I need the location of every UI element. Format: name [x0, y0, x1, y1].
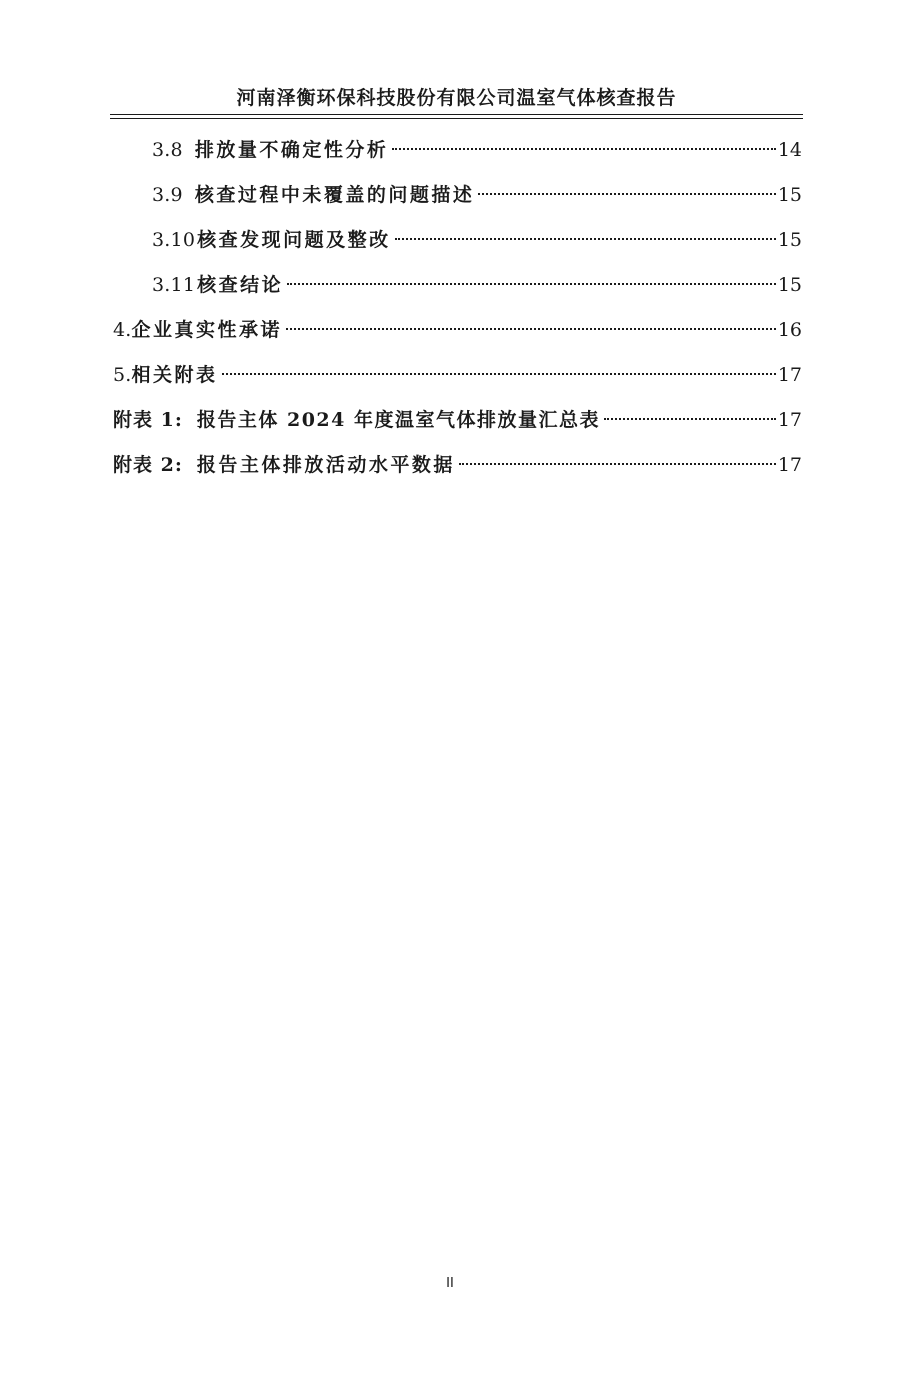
toc-entry-number: 3.10: [152, 229, 196, 251]
toc-entry-page: 17: [777, 364, 802, 386]
toc-dot-leader: [478, 193, 775, 195]
toc-entry-3-8[interactable]: [152, 130, 802, 170]
toc-entry-page: 15: [777, 229, 802, 251]
toc-entry-page: 15: [777, 184, 802, 206]
page-number: II: [446, 1276, 454, 1291]
header-rule-thin: [110, 118, 803, 119]
toc-entry-4[interactable]: [113, 310, 802, 350]
toc-entry-page: 15: [777, 274, 802, 296]
toc-dot-leader: [392, 148, 775, 150]
toc-entry-title: 排放量不确定性分析: [194, 139, 389, 161]
toc-entry-3-10[interactable]: [152, 220, 802, 260]
toc-entry-title: 核查结论: [197, 274, 284, 296]
header-rule: [110, 114, 803, 115]
toc-entry-title: 企业真实性承诺: [131, 319, 283, 341]
toc-dot-leader: [459, 463, 776, 465]
toc-entry-number: 5.: [113, 364, 132, 386]
toc-entry-title: 报告主体排放活动水平数据: [196, 454, 455, 476]
toc-dot-leader: [604, 418, 776, 420]
toc-entry-page: 17: [777, 409, 802, 431]
toc-entry-3-9[interactable]: [152, 175, 802, 215]
toc-entry-page: 16: [777, 319, 802, 341]
page-header: 河南泽衡环保科技股份有限公司温室气体核查报告: [236, 87, 677, 109]
toc-dot-leader: [286, 328, 776, 330]
toc-entry-number: 3.11: [152, 274, 196, 296]
toc-entry-title: 报告主体 2024 年度温室气体排放量汇总表: [196, 409, 600, 431]
toc-entry-number: 附表 1:: [113, 409, 183, 431]
toc-dot-leader: [395, 238, 776, 240]
toc-entry-title: 相关附表: [131, 364, 218, 386]
toc-entry-number: 附表 2:: [113, 454, 183, 476]
toc-entry-5[interactable]: [113, 355, 802, 395]
toc-entry-page: 14: [777, 139, 802, 161]
toc-dot-leader: [287, 283, 776, 285]
toc-entry-number: 3.9: [152, 184, 183, 206]
toc-dot-leader: [222, 373, 776, 375]
toc-entry-page: 17: [777, 454, 802, 476]
toc-entry-3-11[interactable]: [152, 265, 802, 305]
toc-entry-title: 核查过程中未覆盖的问题描述: [194, 184, 475, 206]
toc-entry-appendix-2[interactable]: [113, 445, 802, 485]
toc-entry-title: 核查发现问题及整改: [197, 229, 391, 251]
toc-entry-number: 3.8: [152, 139, 183, 161]
toc-entry-number: 4.: [113, 319, 132, 341]
toc-entry-appendix-1[interactable]: [113, 400, 802, 440]
